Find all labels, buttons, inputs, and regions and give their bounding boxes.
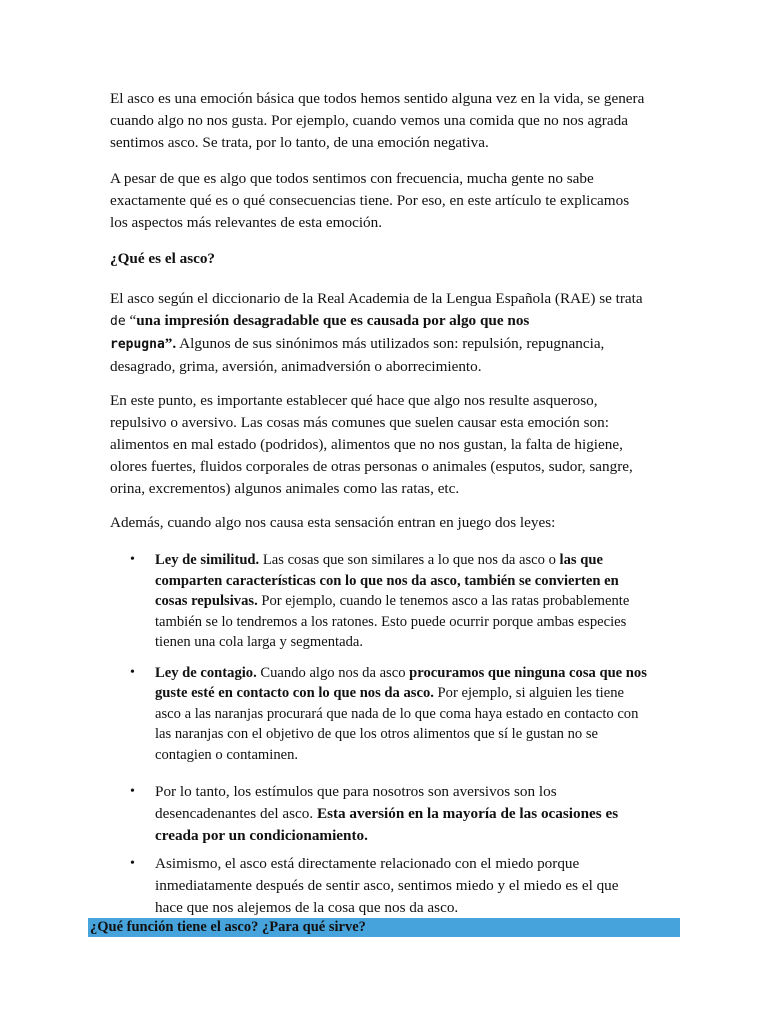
stimuli-bold: Esta aversión en la mayoría de las ocasiones es creada por un condicionamiento. bbox=[155, 805, 619, 844]
definition-lead: El asco según el diccionario de la Real Academia de la Lengua Española (RAE) se trata bbox=[110, 290, 643, 307]
stimuli-text: Por lo tanto, los estímulos que para nosotros son aversivos son los desencadenantes del asco. bbox=[155, 783, 557, 822]
document-body bbox=[110, 88, 650, 919]
bullet-icon: • bbox=[130, 664, 135, 680]
second-paragraph: A pesar de que es algo que todos sentimos con frecuencia, mucha gente no sabe exactamente qué es o qué consecuencias tiene. Por eso, en este artículo te explicamos los aspectos más relevantes de esta emoción. bbox=[110, 170, 630, 231]
definition-bold-word: repugna bbox=[110, 337, 165, 352]
section-heading-function: ¿Qué función tiene el asco? ¿Para qué sirve? bbox=[90, 919, 366, 935]
definition-quote-close: ”. bbox=[164, 335, 177, 352]
law-contagion-example: Por ejemplo, si alguien les tiene asco a las naranjas procurará que nada de lo que coma haya estado en contacto con las naranjas con el objetivo de que los otros alimentos que sí le gustan no se contagien o contaminen. bbox=[155, 685, 639, 763]
law-similarity-bold: las que comparten características con lo que nos da asco, también se convierten en cosas repulsivas. bbox=[155, 552, 619, 609]
laws-list bbox=[110, 550, 650, 919]
intro-paragraph: El asco es una emoción básica que todos hemos sentido alguna vez en la vida, se genera cuando algo no nos gusta. Por ejemplo, cuando vemos una comida que no nos agrada sentimos asco. Se trata, por lo tanto, de una emoción negativa. bbox=[110, 90, 645, 151]
definition-rest: Algunos de sus sinónimos más utilizados son: repulsión, repugnancia, desagrado, grima, aversión, animadversión o aborrecimiento. bbox=[110, 335, 605, 375]
law-contagion-text: Cuando algo nos da asco bbox=[256, 664, 410, 681]
law-contagion-bold: procuramos que ninguna cosa que nos guste esté en contacto con lo que nos da asco. bbox=[155, 664, 647, 701]
definition-de: de bbox=[110, 314, 126, 329]
definition-bold: una impresión desagradable que es causada por algo que nos bbox=[136, 312, 530, 329]
bullet-icon: • bbox=[130, 552, 135, 567]
list-item bbox=[110, 853, 650, 919]
list-item bbox=[110, 663, 650, 766]
law-similarity-text: Las cosas que son similares a lo que nos da asco o bbox=[259, 552, 560, 568]
law-contagion-title: Ley de contagio. bbox=[155, 664, 257, 681]
list-item bbox=[110, 781, 650, 847]
bullet-icon: • bbox=[130, 856, 135, 871]
causes-paragraph: En este punto, es importante establecer qué hace que algo nos resulte asqueroso, repulsivo o aversivo. Las cosas más comunes que suelen causar esta emoción son: alimentos en mal estado (podridos), alimentos que no nos gustan, la falta de higiene, olores fuertes, fluidos corporales de otras personas o animales (esputos, sudor, sangre, orina, excrementos) algunos animales como las ratas, etc. bbox=[110, 392, 633, 497]
quote-open: “ bbox=[129, 312, 137, 329]
bullet-icon: • bbox=[130, 784, 135, 799]
laws-intro-paragraph: Además, cuando algo nos causa esta sensación entran en juego dos leyes: bbox=[110, 514, 556, 531]
law-similarity-title: Ley de similitud. bbox=[155, 552, 260, 568]
fear-relation-text: Asimismo, el asco está directamente relacionado con el miedo porque inmediatamente después de sentir asco, sentimos miedo y el miedo es el que hace que nos alejemos de la cosa que nos da asco. bbox=[155, 855, 619, 916]
law-similarity-example: Por ejemplo, cuando le tenemos asco a las ratas probablemente también se lo tendremos a los ratones. Esto puede ocurrir porque ambas especies tienen una cola larga y segmentada. bbox=[155, 593, 630, 650]
heading-what-is-disgust: ¿Qué es el asco? bbox=[110, 250, 216, 267]
section-heading-band bbox=[88, 918, 680, 937]
definition-paragraph bbox=[110, 288, 650, 378]
list-item bbox=[110, 550, 650, 653]
